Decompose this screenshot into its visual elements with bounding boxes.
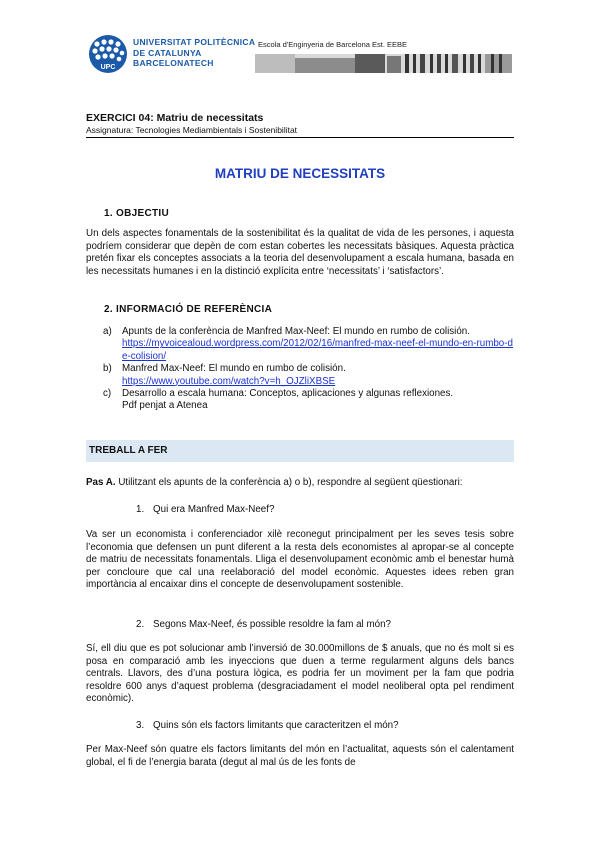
list-item: a) Apunts de la conferència de Manfred Max-Neef: El mundo en rumbo de colisión. https://myvoicealoud.wordpress.com/2012/02/16/manfred-max-neef-el-mundo-en-rumbo-de-colision/ (103, 326, 515, 363)
exercise-title: EXERCICI 04: Matriu de necessitats (86, 112, 264, 124)
header-banner-image (255, 54, 512, 73)
page-title: MATRIU DE NECESSITATS (214, 166, 386, 181)
answer-3: Per Max-Neef són quatre els factors limitants del món en l’actualitat, aquests són el calentament global, el fi de l’energia barata (degut al mal ús de les fonts de (86, 744, 514, 768)
svg-text:UPC: UPC (100, 64, 116, 71)
reference-link-b[interactable]: https://www.youtube.com/watch?v=h_OJZliXBSE (122, 375, 336, 387)
question-3: 3. Quins són els factors limitants que caracteritzen el món? (136, 720, 399, 731)
school-name: Escola d'Enginyeria de Barcelona Est. EEBE (258, 40, 408, 49)
answer-2: Sí, ell diu que es pot solucionar amb l’inversió de 30.000millons de $ anuals, que no és molt si es posa en comparació amb les inyeccions que duen a terme regularment alguns dels bancs centrals. Llavors, des d’una postura lògica, es podria fer un moviment per la fam que podria resoldre 600 anys d’aquest problema (desgraciadament el model neoliberal opta pel rendiment econòmic). (86, 643, 514, 705)
list-item: c) Desarrollo a escala humana: Conceptos, aplicaciones y algunas reflexiones. Pdf penjat a Atenea (103, 388, 454, 412)
section-objectiu-body: Un dels aspectes fonamentals de la sostenibilitat és la qualitat de vida de les persones, i aquesta podríem considerar que depèn de com estan cobertes les necessitats bàsiques. Aquesta pràctica pretén fixar els conceptes associats a la teoria del desenvolupament a escala humana, basada en les necessitats humanes i en la distinció explícita entre ‘necessitats’ i ‘satisfactors’. (86, 228, 514, 277)
header-divider (86, 137, 514, 138)
list-item: b) Manfred Max-Neef: El mundo en rumbo de colisión. https://www.youtube.com/watch?v=h_OJZliXBSE (103, 363, 515, 388)
reference-link-a[interactable]: https://myvoicealoud.wordpress.com/2012/02/16/manfred-max-neef-el-mundo-en-rumbo-de-colision/ (122, 338, 513, 362)
exercise-subject: Assignatura: Tecnologies Mediambientals i Sostenibilitat (86, 125, 298, 135)
answer-1: Va ser un economista i conferenciador xilè reconegut principalment per les seves tesis sobre l’economia que defensen un punt diferent a la resta dels economistes al apropar-se al concepte de matriu de necessitats fonamentals. Lliga el desenvolupament econòmic amb el benestar humà per concloure que cal una reelaboració del model econòmic. Aquestes idees reben gran importància al encaixar dins el concepte de desenvolupament sostenible. (86, 529, 514, 591)
pas-a-instruction: Pas A. Utilitzant els apunts de la conferència a) o b), respondre al següent qüestionari: (86, 477, 463, 488)
treball-section-header: TREBALL A FER (86, 440, 514, 462)
reference-list (103, 326, 515, 413)
upc-logo-icon (88, 34, 128, 74)
university-name: UNIVERSITAT POLITÈCNICA DE CATALUNYA BARCELONATECH (133, 37, 256, 68)
question-1: 1. Qui era Manfred Max-Neef? (136, 504, 275, 515)
section-objectiu-heading: 1. OBJECTIU (104, 208, 169, 219)
section-referencia-heading: 2. INFORMACIÓ DE REFERÈNCIA (104, 304, 273, 315)
question-2: 2. Segons Max-Neef, és possible resoldre la fam al món? (136, 619, 391, 630)
